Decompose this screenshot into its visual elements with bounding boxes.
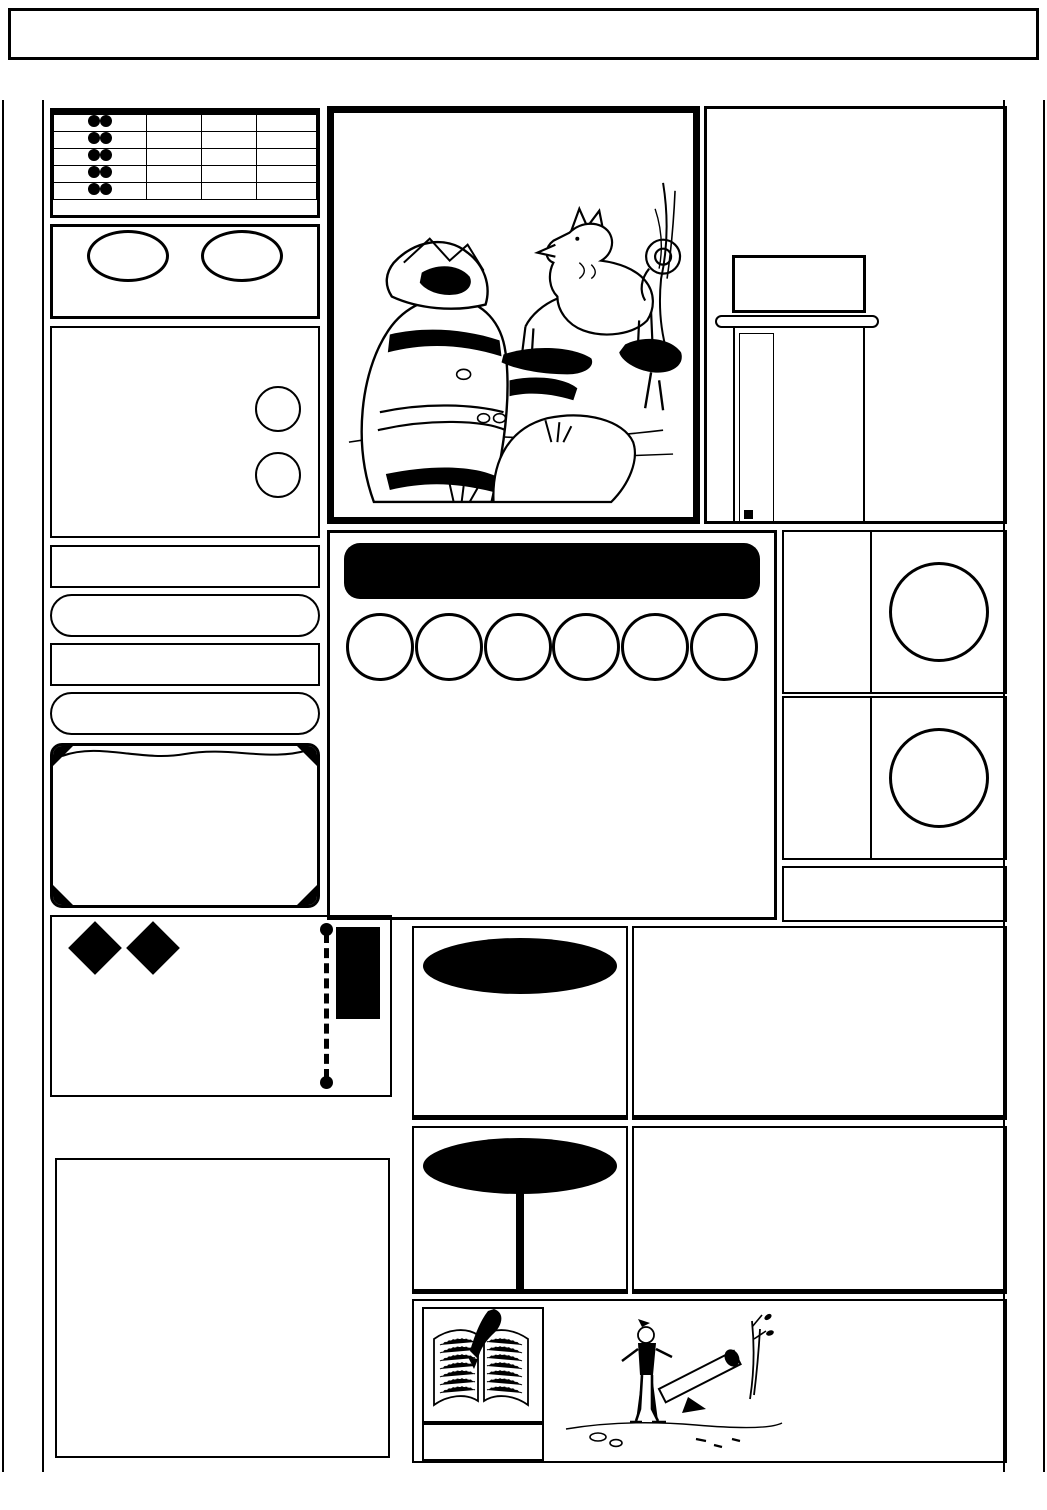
dashed-divider: [324, 933, 329, 1079]
dog-illustration: [327, 106, 700, 524]
hot-number-circle: [552, 613, 620, 681]
cold-hot-number: [87, 230, 169, 282]
dog-drawing: [334, 113, 693, 517]
door-to-circle: [100, 132, 112, 144]
scroll-line: [744, 340, 749, 518]
offer-number-circle: [255, 386, 301, 432]
lucky-range-row: [50, 692, 320, 735]
cold-hot-number: [201, 230, 283, 282]
man-illustration: [546, 1305, 788, 1459]
door-from-circle: [88, 149, 100, 161]
scroll-line: [764, 340, 769, 518]
special-paragraph-box: [632, 1126, 1007, 1294]
scroll-verse: [739, 333, 774, 524]
scroll-signature: [743, 510, 753, 521]
door-from-circle: [88, 132, 100, 144]
main-title-box: [704, 106, 1007, 524]
stem-line: [516, 1184, 524, 1289]
table-row: [54, 115, 317, 132]
door-from-circle: [88, 183, 100, 195]
explain-label: [422, 1423, 544, 1461]
tip-label: [336, 927, 380, 1019]
xuanji-box: [50, 915, 392, 1097]
top-marksix-strip: [46, 64, 1003, 100]
diamond-badge: [68, 921, 122, 975]
verse-column: [192, 376, 206, 532]
hot-number-circle: [346, 613, 414, 681]
man-drawing: [546, 1305, 788, 1459]
door-to-circle: [100, 149, 112, 161]
table-row: [54, 132, 317, 149]
book-illustration: [422, 1307, 544, 1423]
year-open-box: [782, 696, 1007, 860]
door-to-circle: [100, 115, 112, 127]
verse-column: [248, 376, 308, 532]
cold-hot-box: [50, 224, 320, 319]
total-open-title: [423, 938, 617, 994]
hot-number-circle: [621, 613, 689, 681]
computer-analysis-title: [344, 543, 760, 599]
total-open-box: [412, 926, 628, 1120]
wave-divider: [60, 746, 310, 762]
computer-analysis-box: [327, 530, 777, 920]
year-open-number: [889, 728, 989, 828]
scroll-roller-top: [715, 315, 879, 328]
scroll-line: [759, 340, 764, 518]
year-open-number: [889, 562, 989, 662]
left-marksix-strip: [2, 100, 44, 1472]
door-from-circle: [88, 166, 100, 178]
total-paragraph-box: [632, 926, 1007, 1120]
open-book-icon: [424, 1309, 538, 1417]
masthead: [8, 8, 1039, 60]
door-from-circle: [88, 115, 100, 127]
explain-box: [412, 1299, 1007, 1463]
diamond-badge: [126, 921, 180, 975]
door-to-circle: [100, 166, 112, 178]
right-marksix-strip: [1003, 100, 1045, 1472]
year-open-box: [782, 530, 1007, 694]
special-open-box: [412, 1126, 628, 1294]
hot-number-circle: [484, 613, 552, 681]
scroll-line: [749, 340, 754, 518]
verse-column: [234, 376, 248, 532]
big-buy-box: [782, 866, 1007, 922]
offer-number-circle: [255, 452, 301, 498]
hot-number-circle: [690, 613, 758, 681]
lucky-zodiac-row: [50, 594, 320, 637]
verse-column: [220, 376, 234, 532]
hot-weak-table: [50, 108, 320, 218]
scroll-header: [732, 255, 866, 313]
lucky-special-row: [50, 545, 320, 588]
table-row: [54, 149, 317, 166]
scroll-line: [754, 340, 759, 518]
table-row: [54, 183, 317, 200]
special-open-title: [423, 1138, 617, 1194]
special-code-box: [50, 326, 320, 538]
zodiac-puzzle-grid: [55, 1158, 390, 1458]
hot-number-circle: [415, 613, 483, 681]
verse-column: [206, 376, 220, 532]
special-code-verse: [60, 376, 308, 532]
code-scroll: [723, 255, 875, 524]
table-row: [54, 166, 317, 183]
contribution-box: [50, 743, 320, 908]
door-to-circle: [100, 183, 112, 195]
lucky-color-row: [50, 643, 320, 686]
computer-numbers: [330, 613, 774, 681]
